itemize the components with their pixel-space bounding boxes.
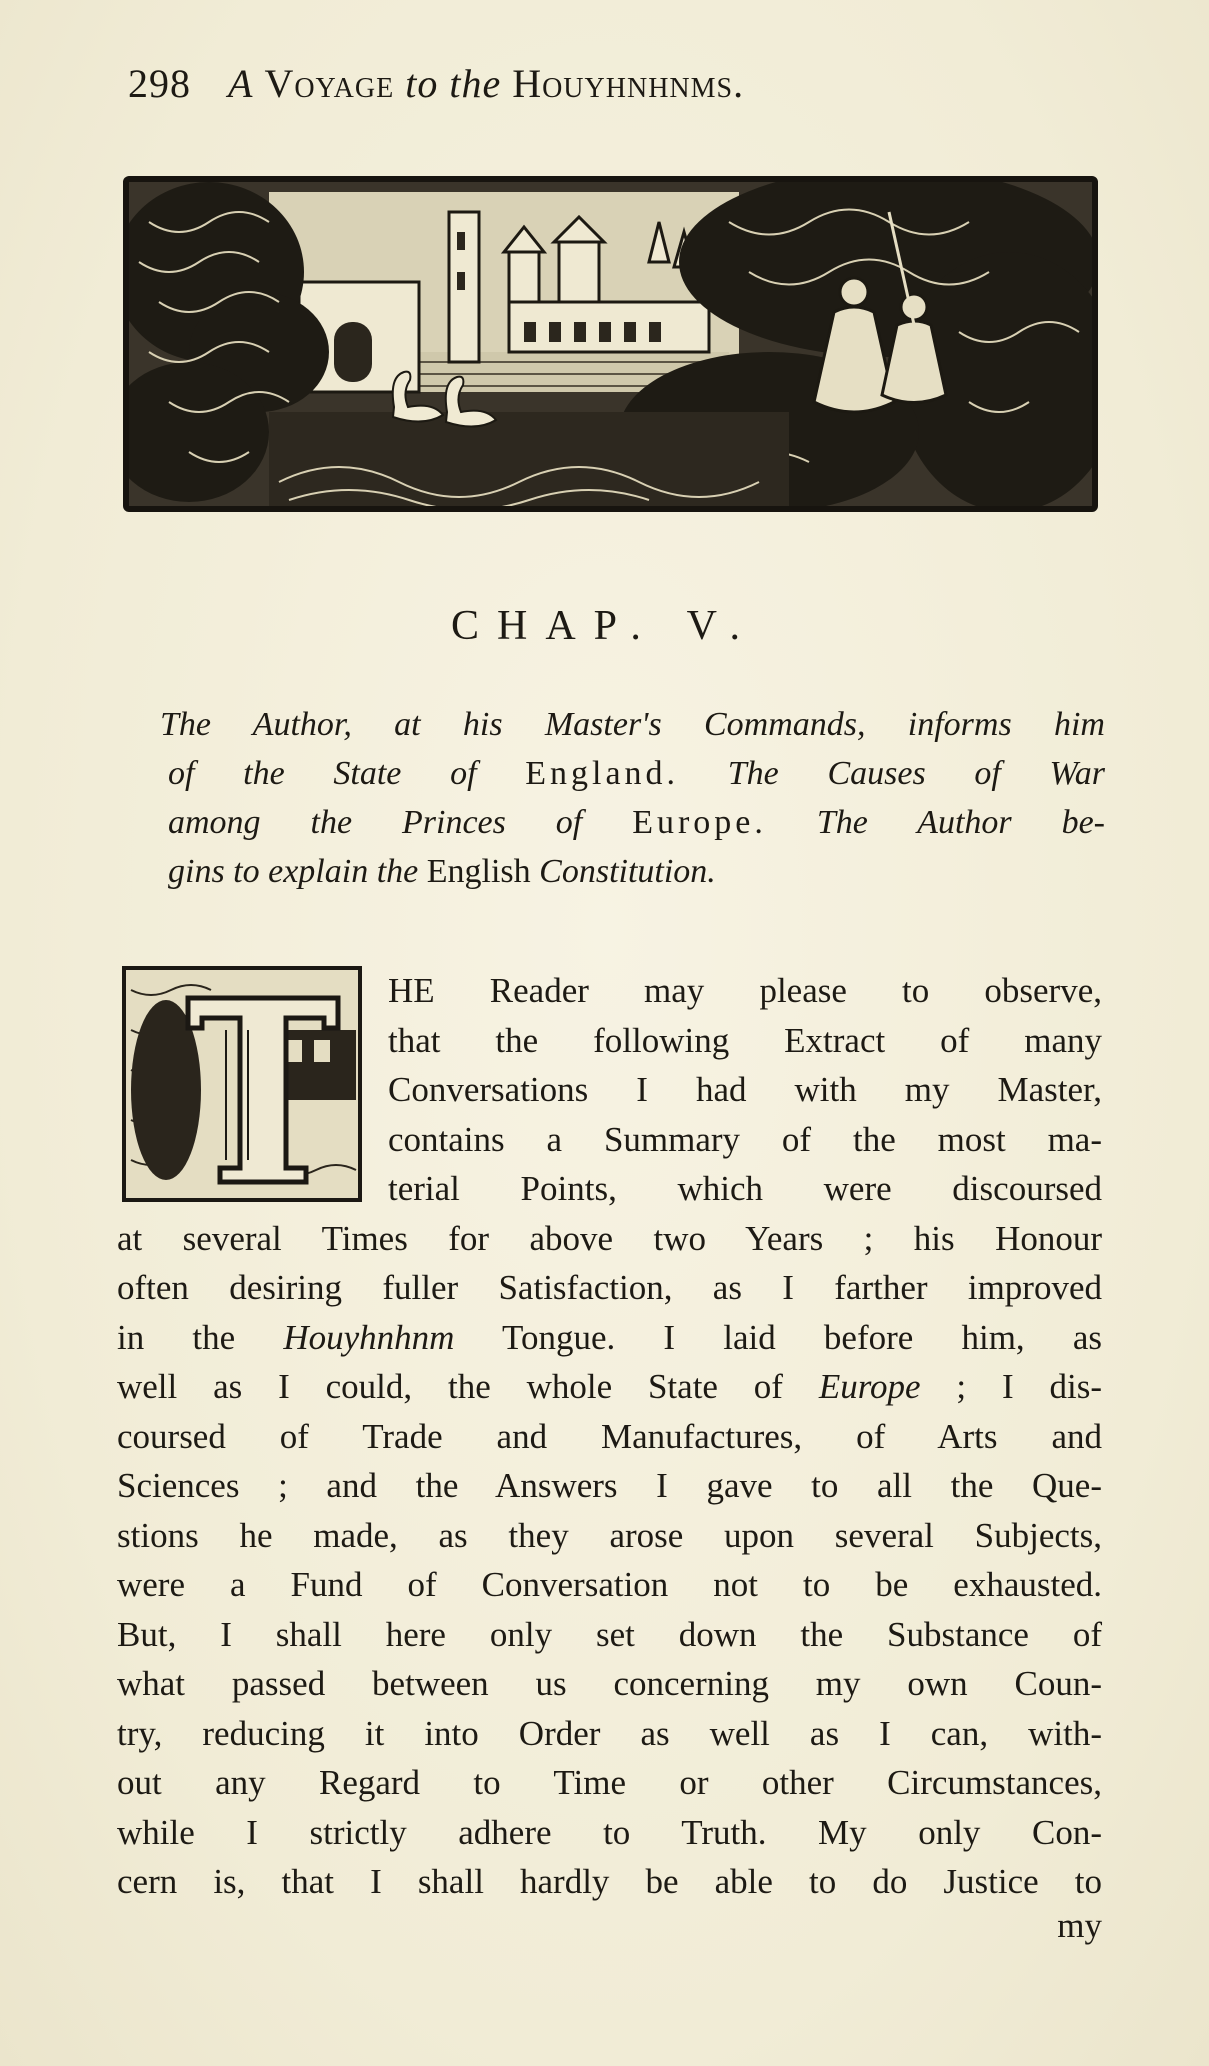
summary-text: among the Princes of [168, 804, 633, 841]
summary-text: Europe. [632, 804, 767, 841]
running-head [128, 60, 744, 107]
page-number: 298 [128, 61, 191, 106]
text-line: contains a Summary of the most ma- [388, 1119, 1102, 1159]
summary-text: Constitution. [530, 853, 716, 890]
text-line: that the following Extract of many [388, 1020, 1102, 1060]
text-line: often desiring fuller Satisfaction, as I farther improved [117, 1268, 1102, 1307]
text-line: cern is, that I shall hardly be able to do Justice to [117, 1862, 1102, 1901]
summary-text: England. [525, 755, 680, 792]
text-line: what passed between us concerning my own Coun- [117, 1664, 1102, 1703]
text-line: HE Reader may please to observe, [388, 971, 1102, 1010]
text-run: well as I could, the whole State of [117, 1367, 819, 1406]
woodcut-landscape-illustration-icon [123, 176, 1098, 512]
text-line: out any Regard to Time or other Circumstances, [117, 1763, 1102, 1802]
summary-text: gins to explain the [168, 853, 427, 890]
text-line: while I strictly adhere to Truth. My only Con- [117, 1812, 1102, 1852]
text-line: Sciences ; and the Answers I gave to all the Que- [117, 1466, 1102, 1505]
text-line [117, 1313, 1102, 1363]
summary-line [160, 798, 1105, 847]
summary-text: The Author be- [766, 804, 1105, 841]
text-run: in the [117, 1317, 284, 1357]
text-line: But, I shall here only set down the Substance of [117, 1614, 1102, 1654]
text-run: ; I dis- [920, 1367, 1102, 1406]
summary-text: The Author [160, 706, 344, 743]
running-head-a: A [228, 61, 254, 106]
text-line [117, 1362, 1102, 1412]
text-line: were a Fund of Conversation not to be exhausted. [117, 1565, 1102, 1604]
running-head-voyage: Voyage [264, 61, 395, 106]
text-run: Houyhnhnm [283, 1317, 455, 1357]
running-head-houyhnhnms: Houyhnhnms. [512, 61, 745, 106]
text-line: stions he made, as they arose upon several Subjects, [117, 1515, 1102, 1555]
summary-text: English [426, 853, 531, 890]
catchword: my [1057, 1906, 1102, 1945]
summary-text: , at his Master's Commands, informs him [343, 706, 1105, 743]
summary-line [160, 847, 1105, 896]
initial-letter: T [126, 970, 127, 971]
text-run: Europe [818, 1367, 921, 1406]
body-text [117, 966, 1102, 1907]
summary-text: The Causes of War [679, 755, 1105, 792]
text-run: Tongue. I laid before him, as [454, 1317, 1103, 1357]
text-line: at several Times for above two Years ; his Honour [117, 1218, 1102, 1258]
chapter-summary [160, 700, 1105, 896]
chapter-title: CHAP. V. [450, 603, 759, 649]
text-line: Conversations I had with my Master, [388, 1070, 1102, 1109]
text-line: coursed of Trade and Manufactures, of Arts and [117, 1416, 1102, 1456]
text-line: terial Points, which were discoursed [388, 1169, 1102, 1208]
summary-text: of the State of [168, 755, 526, 792]
summary-line [160, 700, 1105, 749]
text-line: try, reducing it into Order as well as I can, with- [117, 1713, 1102, 1753]
running-head-to-the: to the [405, 61, 502, 106]
summary-line [160, 749, 1105, 798]
